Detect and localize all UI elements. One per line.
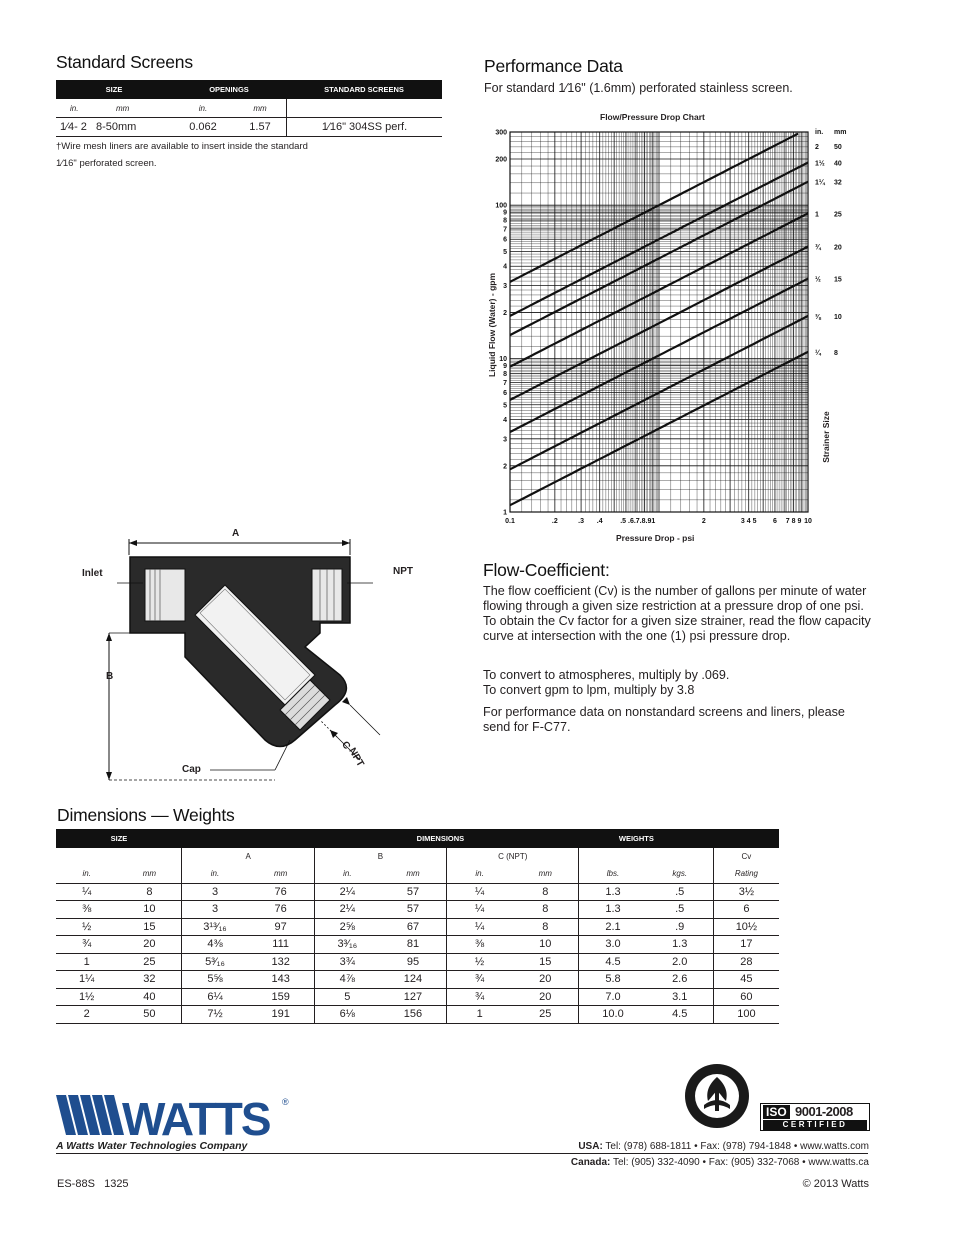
unit: mm xyxy=(380,865,447,883)
x-tick-label: 2 xyxy=(701,518,706,525)
table-cell: 8 xyxy=(117,883,182,901)
table-cell: 5.8 xyxy=(579,971,647,989)
iso-badge xyxy=(760,1103,870,1131)
table-row xyxy=(56,918,779,936)
y-tick-label: 10 xyxy=(499,356,507,364)
table-cell: ½ xyxy=(447,953,513,971)
strainer-size-label: Strainer Size xyxy=(821,411,831,463)
x-axis-label: Pressure Drop - psi xyxy=(616,533,695,543)
table-row xyxy=(56,118,442,137)
table-cell: 6⅛ xyxy=(314,1006,380,1024)
svg-text:®: ® xyxy=(282,1097,289,1107)
header-openings: OPENINGS xyxy=(209,85,249,94)
group-cv: Cv xyxy=(713,848,779,865)
dim-a-label: A xyxy=(232,528,240,539)
flow-coefficient-p2b: To convert gpm to lpm, multiply by 3.8 xyxy=(483,683,695,697)
table-cell: 1.3 xyxy=(647,936,714,954)
table-cell: 8 xyxy=(512,901,579,919)
table-cell: 3 xyxy=(182,883,248,901)
iso-certified: CERTIFIED xyxy=(763,1120,867,1130)
performance-title: Performance Data xyxy=(484,56,623,76)
flow-coefficient-title: Flow-Coefficient: xyxy=(483,560,610,580)
header-standard-screens: STANDARD SCREENS xyxy=(324,85,404,94)
unit: mm xyxy=(117,865,182,883)
table-cell: ¼ xyxy=(447,901,513,919)
standard-screens-header xyxy=(56,80,442,99)
table-cell: 2¼ xyxy=(314,883,380,901)
x-tick-label: .3 xyxy=(578,518,585,525)
table-cell: 6 xyxy=(713,901,779,919)
y-tick-label: 9 xyxy=(503,209,507,217)
unit-blank xyxy=(286,99,442,117)
header-weights: WEIGHTS xyxy=(579,829,779,848)
series-label-mm: 20 xyxy=(834,244,842,252)
performance-subtitle: For standard 1⁄16" (1.6mm) perforated stainless screen. xyxy=(484,81,793,95)
table-cell: 17 xyxy=(713,936,779,954)
footer-rule xyxy=(56,1153,868,1154)
y-tick-label: 3 xyxy=(503,436,507,444)
table-cell: 95 xyxy=(380,953,447,971)
opening-mm: 1.57 xyxy=(249,121,271,133)
table-cell: 143 xyxy=(248,971,315,989)
table-row xyxy=(56,883,779,901)
y-tick-label: 300 xyxy=(495,129,507,137)
series-label-mm: 40 xyxy=(834,160,842,168)
table-cell: ¾ xyxy=(56,936,117,954)
series-label-mm: 15 xyxy=(834,276,842,284)
strainer-diagram-svg xyxy=(75,525,435,790)
unit: lbs. xyxy=(579,865,647,883)
cap-label: Cap xyxy=(182,764,201,775)
table-cell: ¼ xyxy=(447,918,513,936)
dim-c-label: C xyxy=(339,739,353,752)
table-group-row xyxy=(56,848,779,865)
table-row xyxy=(56,971,779,989)
table-cell: 28 xyxy=(713,953,779,971)
table-cell: 15 xyxy=(512,953,579,971)
y-tick-label: 4 xyxy=(503,417,507,425)
opening-in: 0.062 xyxy=(189,121,217,133)
table-cell: 45 xyxy=(713,971,779,989)
series-label-in: 2 xyxy=(815,144,819,151)
size-header-mm: mm xyxy=(834,129,847,136)
table-cell: .5 xyxy=(647,901,714,919)
unit-mm: mm xyxy=(253,103,267,113)
table-header xyxy=(56,829,779,848)
table-cell: 10½ xyxy=(713,918,779,936)
y-tick-label: 4 xyxy=(503,263,507,271)
table-cell: 32 xyxy=(117,971,182,989)
table-cell: 156 xyxy=(380,1006,447,1024)
table-units-row xyxy=(56,865,779,883)
table-cell: 10.0 xyxy=(579,1006,647,1024)
unit-in: in. xyxy=(70,103,79,113)
y-tick-label: 3 xyxy=(503,282,507,290)
table-cell: 2.6 xyxy=(647,971,714,989)
standard-screens-units xyxy=(56,99,442,118)
table-cell: 60 xyxy=(713,988,779,1006)
watts-logo-svg xyxy=(56,1091,294,1141)
table-cell: 127 xyxy=(380,988,447,1006)
table-cell: ¾ xyxy=(447,971,513,989)
table-cell: 8 xyxy=(512,883,579,901)
y-tick-label: 2 xyxy=(503,309,507,317)
y-tick-label: 7 xyxy=(503,226,507,234)
x-tick-label: 3 4 5 xyxy=(740,518,757,525)
y-tick-label: 9 xyxy=(503,363,507,371)
npt-label: NPT xyxy=(393,566,413,577)
table-cell: 100 xyxy=(713,1006,779,1024)
table-cell: ¾ xyxy=(447,988,513,1006)
table-row xyxy=(56,988,779,1006)
table-cell: 3¹³⁄₁₆ xyxy=(182,918,248,936)
series-label-mm: 8 xyxy=(834,349,838,357)
table-cell: 3.1 xyxy=(647,988,714,1006)
y-tick-label: 1 xyxy=(503,509,507,517)
header-size: SIZE xyxy=(56,829,182,848)
y-tick-label: 5 xyxy=(503,248,507,256)
unit: in. xyxy=(56,865,117,883)
y-tick-label: 100 xyxy=(495,202,507,210)
table-cell: .5 xyxy=(647,883,714,901)
y-tick-label: 200 xyxy=(495,156,507,164)
header-size: SIZE xyxy=(105,85,123,94)
x-tick-label: 6 xyxy=(772,518,777,525)
dimensions-table xyxy=(56,829,779,1024)
table-cell: 4.5 xyxy=(647,1006,714,1024)
doc-id: ES-88S 1325 xyxy=(57,1178,129,1190)
table-cell: 3³⁄₁₆ xyxy=(314,936,380,954)
table-cell: 7.0 xyxy=(579,988,647,1006)
table-cell: 5³⁄₁₆ xyxy=(182,953,248,971)
table-cell: 2¼ xyxy=(314,901,380,919)
table-cell: 2.0 xyxy=(647,953,714,971)
series-label-in: 1¼ xyxy=(815,179,825,187)
flow-coefficient-p1: The flow coefficient (Cv) is the number of gallons per minute of water flowing through a given size restriction at a pressure drop of one psi. To obtain the Cv factor for a given size strainer, read the flow capacity curve at intersection with the one (1) psi pressure drop. xyxy=(483,584,871,643)
table-cell: 20 xyxy=(117,936,182,954)
group-c: C (NPT) xyxy=(447,848,579,865)
unit: in. xyxy=(182,865,248,883)
x-tick-label: 7 8 9 xyxy=(785,518,802,525)
series-label-in: ¾ xyxy=(815,244,821,252)
y-tick-label: 8 xyxy=(503,370,507,378)
table-cell: 20 xyxy=(512,971,579,989)
table-cell: .9 xyxy=(647,918,714,936)
unit: Rating xyxy=(713,865,779,883)
series-label-in: ¼ xyxy=(815,349,821,357)
standard-screens-title: Standard Screens xyxy=(56,52,193,72)
unit-in: in. xyxy=(198,103,208,113)
canada-label: Canada: xyxy=(570,1157,611,1168)
usa-label: USA: xyxy=(578,1141,603,1152)
flow-coefficient-p2a: To convert to atmospheres, multiply by .069. xyxy=(483,668,730,682)
unit: in. xyxy=(447,865,513,883)
dimensions-title: Dimensions — Weights xyxy=(57,805,235,825)
series-label-in: ⅜ xyxy=(815,313,821,321)
table-cell: 3 xyxy=(182,901,248,919)
table-cell: 2 xyxy=(56,1006,117,1024)
y-tick-label: 2 xyxy=(503,463,507,471)
y-tick-label: 7 xyxy=(503,379,507,387)
table-cell: 10 xyxy=(512,936,579,954)
x-tick-label: 0.1 xyxy=(505,518,515,525)
usa-contact xyxy=(578,1141,869,1152)
table-cell: 20 xyxy=(512,988,579,1006)
table-cell: 1 xyxy=(56,953,117,971)
unit: in. xyxy=(314,865,380,883)
table-cell: 7½ xyxy=(182,1006,248,1024)
table-cell: 8 xyxy=(512,918,579,936)
table-cell: 111 xyxy=(248,936,315,954)
table-cell: 5⅝ xyxy=(182,971,248,989)
flow-coefficient-p3: For performance data on nonstandard screens and liners, please send for F-C77. xyxy=(483,705,845,734)
table-cell: ¼ xyxy=(56,883,117,901)
table-cell: 1.3 xyxy=(579,883,647,901)
table-cell: 4⅜ xyxy=(182,936,248,954)
dim-b-label: B xyxy=(106,671,114,682)
table-cell: 2⅝ xyxy=(314,918,380,936)
screens-note-1: †Wire mesh liners are available to insert inside the standard xyxy=(56,141,308,152)
table-cell: 25 xyxy=(512,1006,579,1024)
table-cell: 57 xyxy=(380,883,447,901)
npt-c-label: NPT xyxy=(346,746,366,769)
screens-note-2: 1⁄16" perforated screen. xyxy=(56,158,157,169)
table-cell: 25 xyxy=(117,953,182,971)
table-cell: 1.3 xyxy=(579,901,647,919)
group-a: A xyxy=(182,848,314,865)
header-dimensions: DIMENSIONS xyxy=(182,829,579,848)
iso-number: 9001-2008 xyxy=(795,1104,853,1119)
size-mm: 8-50mm xyxy=(96,121,137,133)
standard-screens-table xyxy=(56,80,442,172)
x-tick-label: .4 xyxy=(596,518,603,525)
table-cell: 4.5 xyxy=(579,953,647,971)
table-cell: 40 xyxy=(117,988,182,1006)
table-cell: 159 xyxy=(248,988,315,1006)
table-cell: 10 xyxy=(117,901,182,919)
table-cell: 1 xyxy=(447,1006,513,1024)
table-cell: 6¼ xyxy=(182,988,248,1006)
y-tick-label: 8 xyxy=(503,217,507,225)
size-in: 1⁄4- 2 xyxy=(60,121,87,133)
series-label-in: 1½ xyxy=(815,160,825,168)
table-row xyxy=(56,901,779,919)
y-axis-label: Liquid Flow (Water) - gpm xyxy=(487,272,497,378)
y-tick-label: 6 xyxy=(503,236,507,244)
canada-contact xyxy=(571,1157,869,1168)
table-cell: 1½ xyxy=(56,988,117,1006)
table-cell: 76 xyxy=(248,883,315,901)
unit-mm: mm xyxy=(116,103,130,113)
table-row xyxy=(56,936,779,954)
series-label-mm: 50 xyxy=(834,144,842,151)
table-cell: 3¾ xyxy=(314,953,380,971)
iso-label: ISO xyxy=(763,1105,790,1119)
series-label-mm: 25 xyxy=(834,211,842,219)
canada-text: Tel: (905) 332-4090 • Fax: (905) 332-7068 • www.watts.ca xyxy=(612,1157,869,1168)
chart-svg xyxy=(470,120,860,550)
table-cell: ½ xyxy=(56,918,117,936)
x-tick-label: .5 .6.7.8.91 xyxy=(620,518,656,525)
table-cell: 3.0 xyxy=(579,936,647,954)
table-cell: 132 xyxy=(248,953,315,971)
usgbc-member-seal xyxy=(684,1063,750,1134)
table-cell: 50 xyxy=(117,1006,182,1024)
table-row xyxy=(56,1006,779,1024)
tagline: A Watts Water Technologies Company xyxy=(56,1140,248,1152)
unit: mm xyxy=(512,865,579,883)
table-cell: 5 xyxy=(314,988,380,1006)
unit: kgs. xyxy=(647,865,714,883)
table-cell: 15 xyxy=(117,918,182,936)
table-row xyxy=(56,953,779,971)
table-cell: 76 xyxy=(248,901,315,919)
table-cell: 3½ xyxy=(713,883,779,901)
usgbc-seal-svg xyxy=(684,1063,750,1129)
watts-wordmark: WATTS xyxy=(122,1093,270,1141)
standard-screen: 1⁄16" 304SS perf. xyxy=(286,118,442,136)
strainer-drawing xyxy=(75,525,435,790)
x-tick-label: 10 xyxy=(804,518,812,525)
y-tick-label: 5 xyxy=(503,402,507,410)
group-b: B xyxy=(314,848,446,865)
copyright: © 2013 Watts xyxy=(802,1178,869,1190)
watts-logo xyxy=(56,1091,294,1146)
series-label-in: ½ xyxy=(815,276,821,284)
table-cell: 2.1 xyxy=(579,918,647,936)
table-cell: ¼ xyxy=(447,883,513,901)
table-cell: ⅜ xyxy=(447,936,513,954)
table-cell: 124 xyxy=(380,971,447,989)
table-cell: 1¼ xyxy=(56,971,117,989)
series-label-mm: 32 xyxy=(834,179,842,187)
unit: mm xyxy=(248,865,315,883)
usa-text: Tel: (978) 688-1811 • Fax: (978) 794-1848 • www.watts.com xyxy=(605,1141,869,1152)
table-cell: 67 xyxy=(380,918,447,936)
chart-title: Flow/Pressure Drop Chart xyxy=(600,112,705,122)
x-tick-label: .2 xyxy=(551,518,558,525)
table-cell: ⅜ xyxy=(56,901,117,919)
flow-pressure-chart xyxy=(470,120,860,550)
series-label-mm: 10 xyxy=(834,313,842,321)
table-cell: 81 xyxy=(380,936,447,954)
size-header-in: in. xyxy=(815,129,824,136)
table-cell: 191 xyxy=(248,1006,315,1024)
inlet-label: Inlet xyxy=(82,568,103,579)
table-cell: 4⅞ xyxy=(314,971,380,989)
table-cell: 57 xyxy=(380,901,447,919)
y-tick-label: 6 xyxy=(503,390,507,398)
series-label-in: 1 xyxy=(815,211,819,219)
table-cell: 97 xyxy=(248,918,315,936)
